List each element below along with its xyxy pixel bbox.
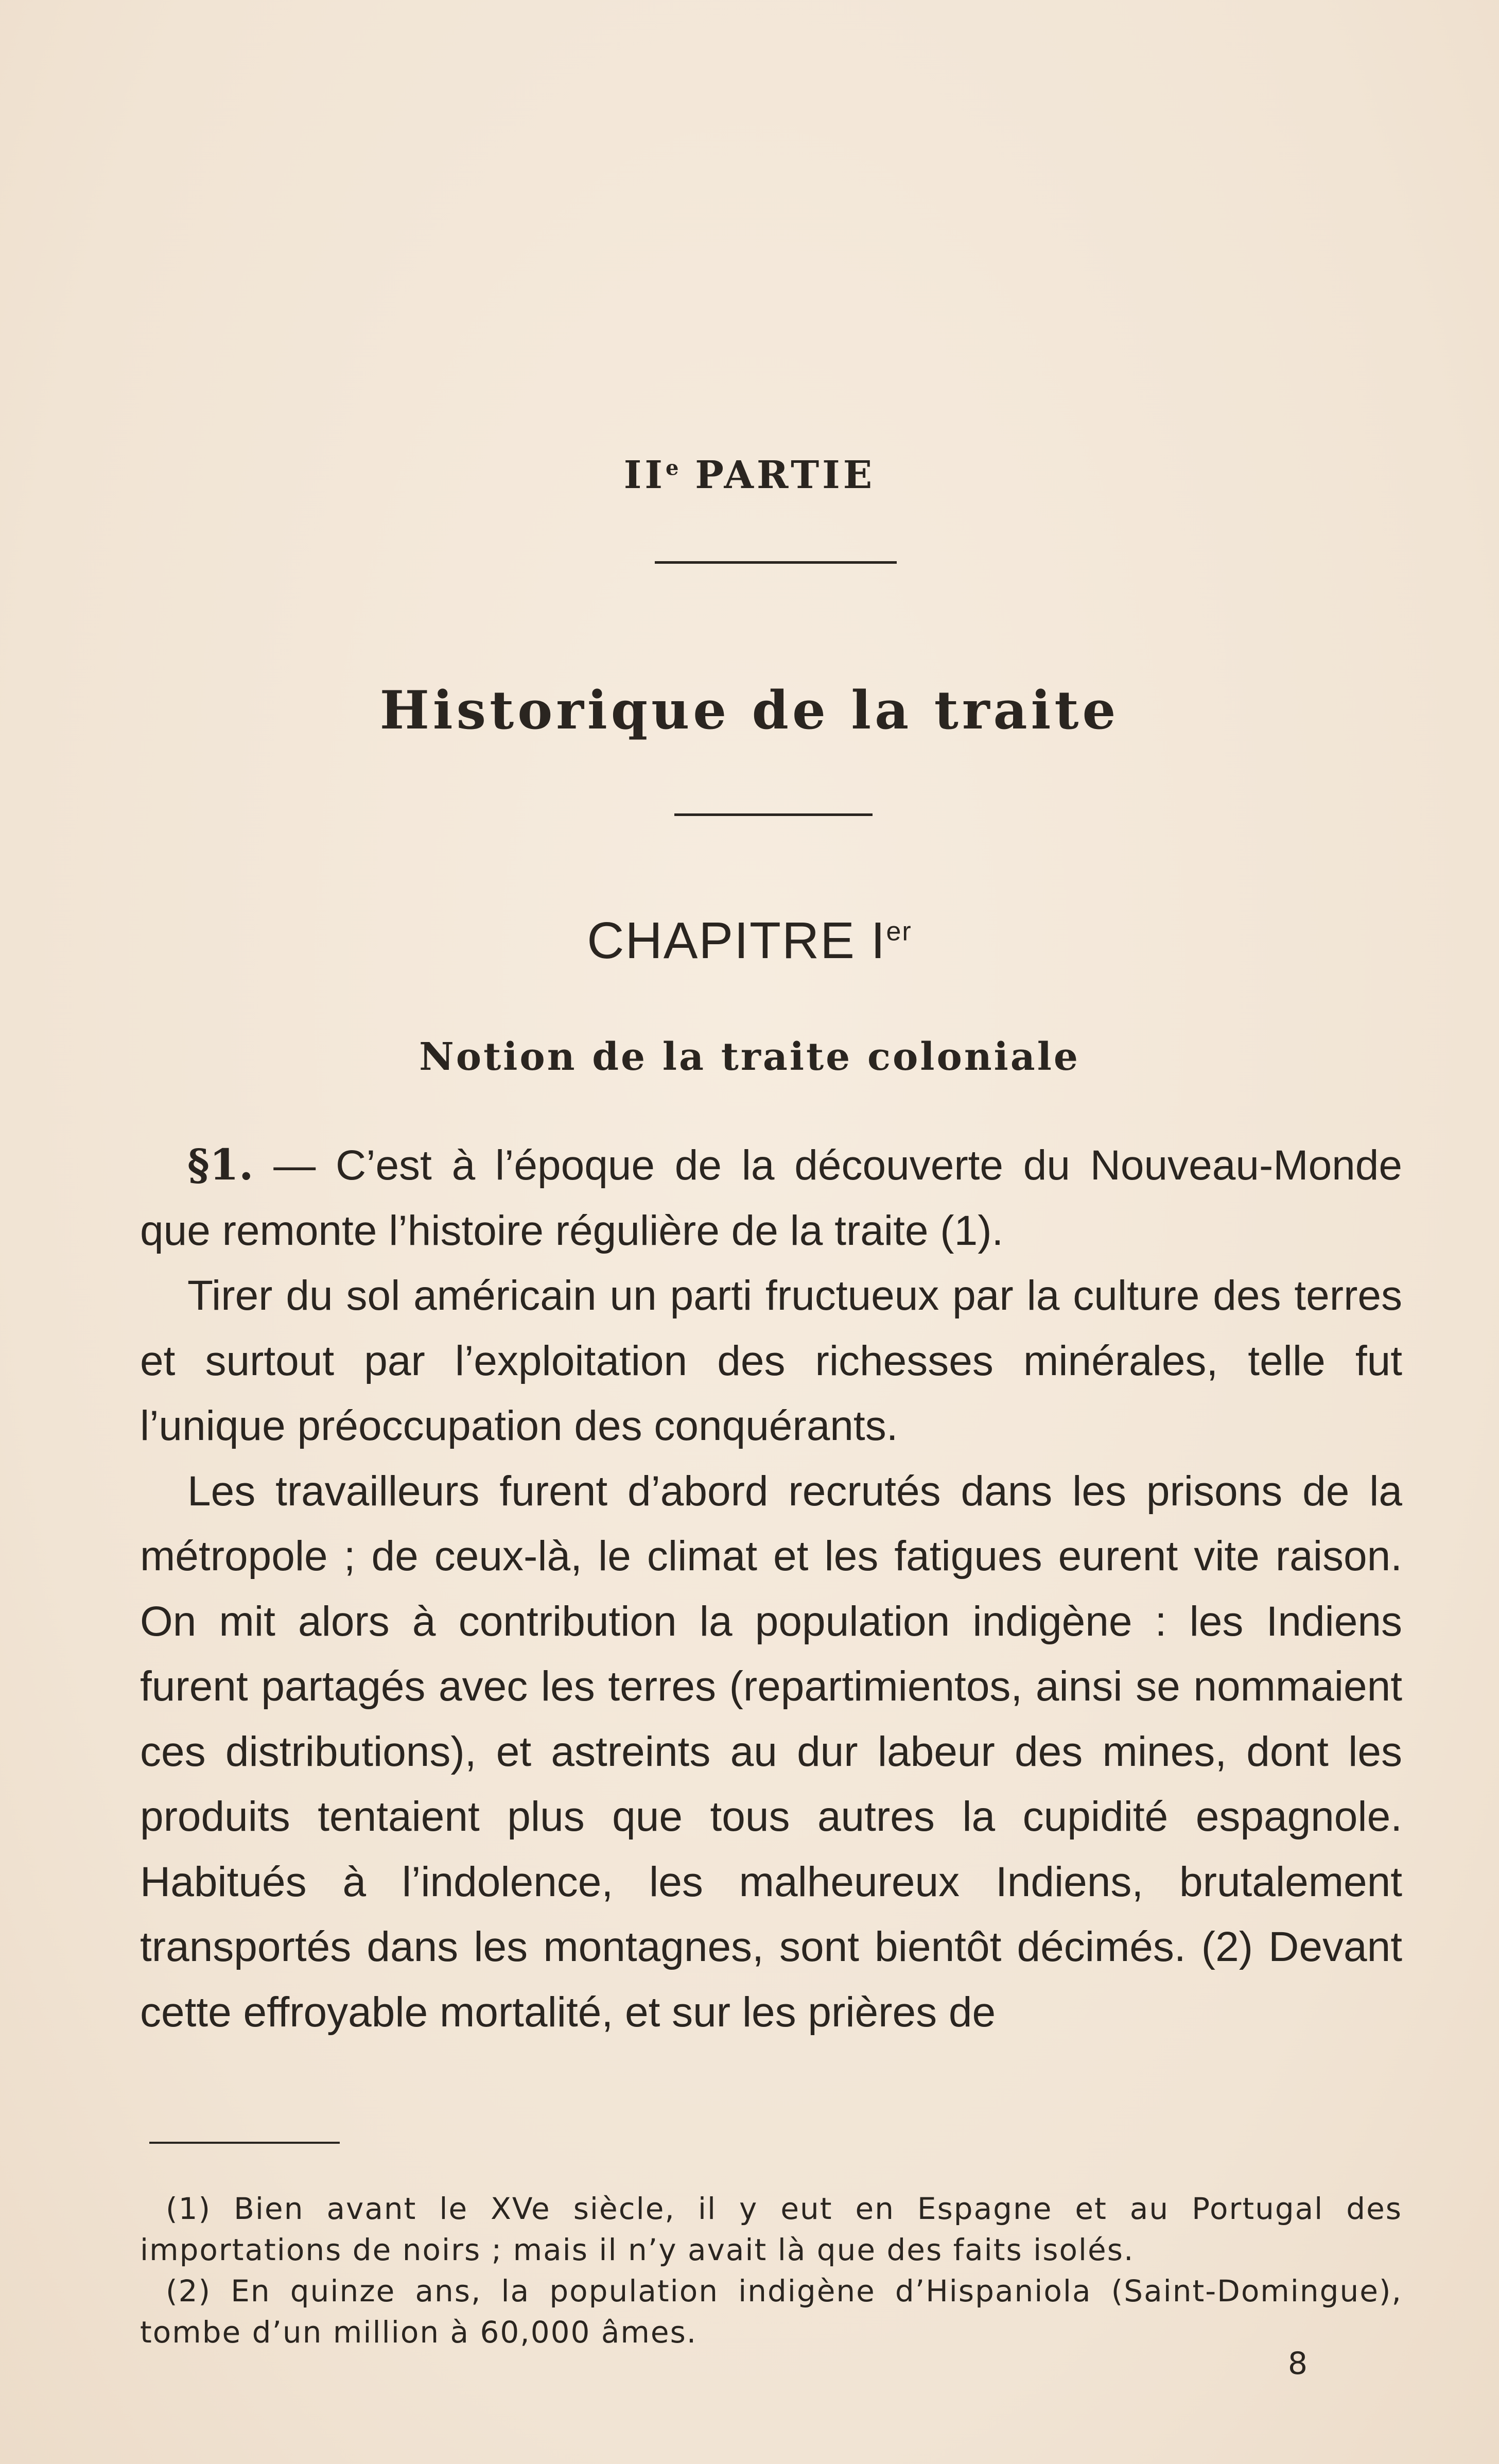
part-number: II [623, 453, 666, 497]
part-label: PARTIE [695, 453, 876, 497]
main-title: Historique de la traite [379, 680, 1120, 741]
part-number-suffix: e [666, 456, 679, 480]
footnotes [140, 2188, 1402, 2353]
chapter-suffix: er [886, 916, 912, 947]
section-title: Notion de la traite coloniale [419, 1035, 1080, 1079]
footnote-rule [149, 2142, 340, 2144]
paragraph-2: Tirer du sol américain un parti fructueux par la culture des terres et surtout par l’exploitation des richesses minérales, telle fut l’unique préoccupation des conquérants. [140, 1272, 1402, 1449]
part-rule [655, 561, 897, 564]
page-number: 8 [1287, 2346, 1308, 2382]
part-heading [0, 453, 1499, 497]
body-text [140, 1133, 1402, 2045]
paragraph-number: §1. [187, 1140, 254, 1190]
chapter-heading [0, 911, 1499, 970]
paragraph-3: Les travailleurs furent d’abord recrutés dans les prisons de la métropole ; de ceux-là, le climat et les fatigues eurent vite raison. On mit alors à contribution la population indigène : les Indiens furent partagés avec les terres (repartimientos, ainsi se nommaient ces distributions), et astreints au dur labeur des mines, dont les produits tentaient plus que tous autres la cupidité espagnole. Habitués à l’indolence, les malheureux Indiens, brutalement transportés dans les montagnes, sont bientôt décimés. (2) Devant cette effroyable mortalité, et sur les prières de [140, 1467, 1402, 2036]
footnote-2: (2) En quinze ans, la population indigène d’Hispaniola (Saint-Domingue), tombe d’un million à 60,000 âmes. [140, 2274, 1402, 2350]
footnote-1: (1) Bien avant le XVe siècle, il y eut en Espagne et au Portugal des importations de noirs ; mais il n’y avait là que des faits isolés. [140, 2191, 1402, 2267]
paragraph-1 [140, 1133, 1402, 1263]
paragraph-1-text: — C’est à l’époque de la découverte du Nouveau-Monde que remonte l’histoire régulière de la traite (1). [140, 1142, 1402, 1254]
title-rule [674, 813, 873, 816]
chapter-label: CHAPITRE I [587, 912, 886, 969]
